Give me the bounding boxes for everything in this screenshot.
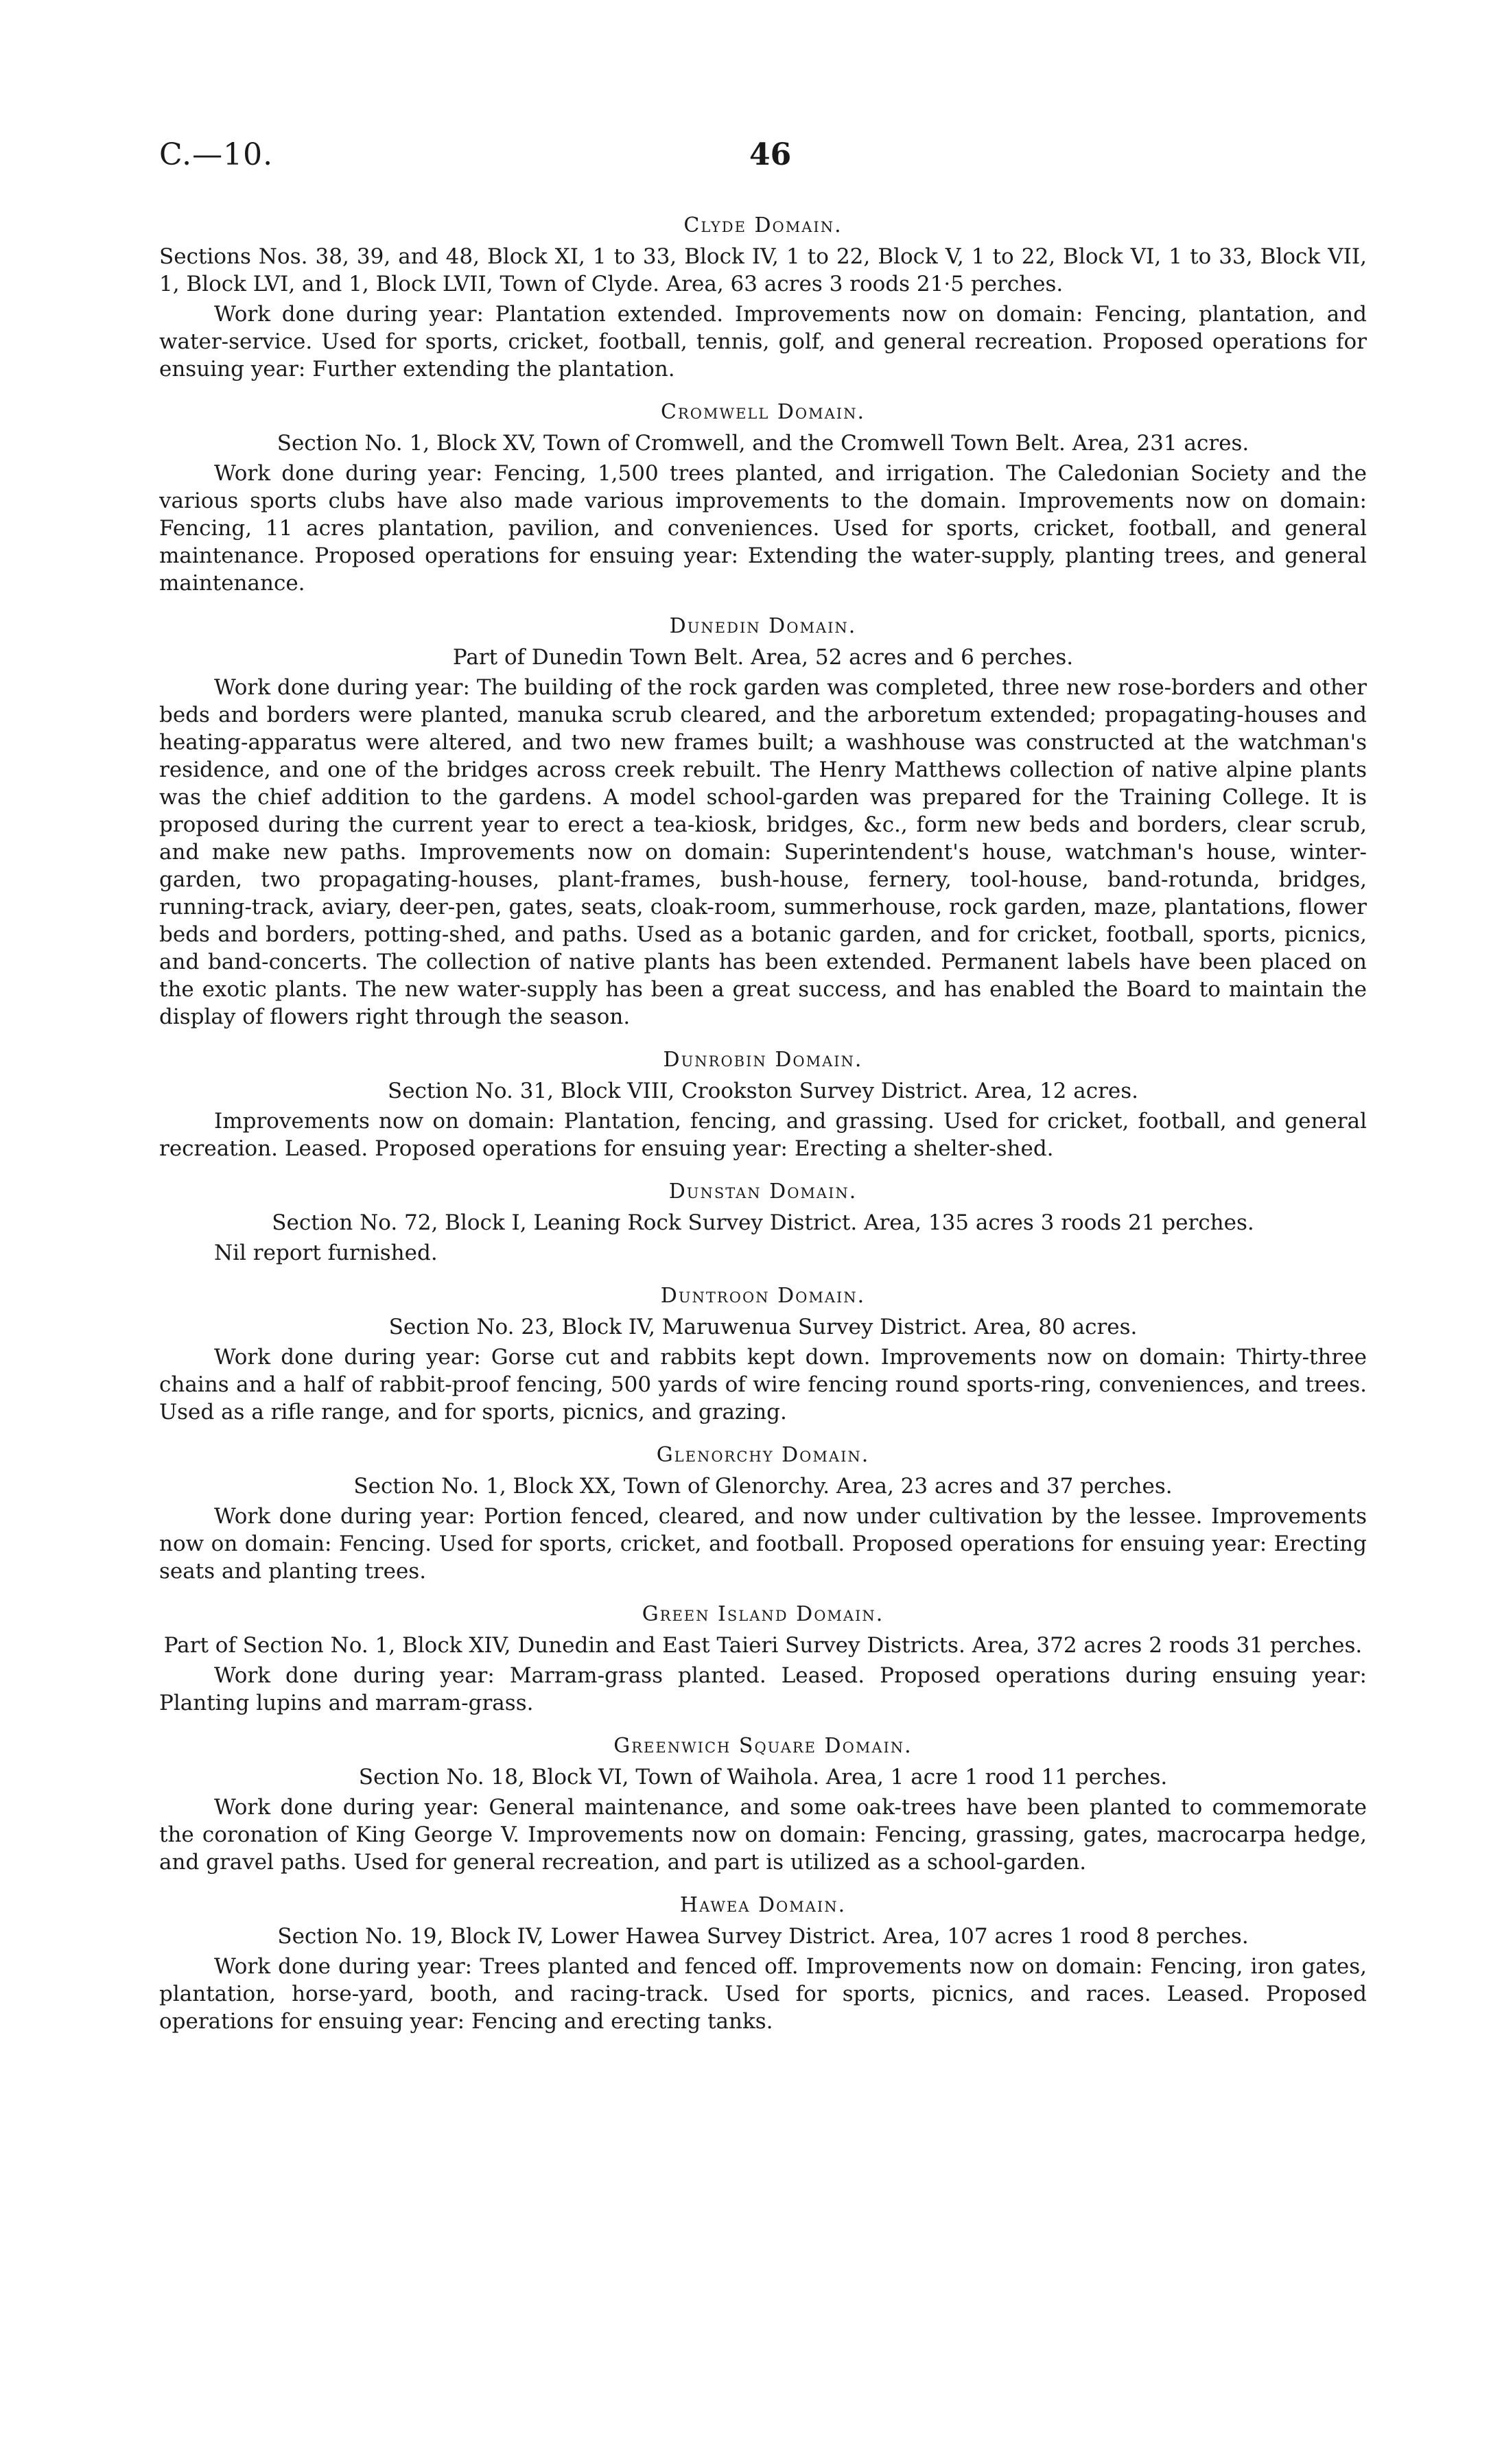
- section-title: Glenorchy Domain.: [656, 1443, 870, 1467]
- section-description: Section No. 1, Block XV, Town of Cromwell, and the Cromwell Town Belt. Area, 231 acres.: [277, 431, 1249, 456]
- section-glenorchy-domain: [159, 1442, 1367, 1585]
- section-body: Work done during year: General maintenance, and some oak-trees have been planted to commemorate the coronation of King George V. Improvements now on domain: Fencing, grassing, gates, macrocarpa hedge, and gravel paths. Used for general recreation, and part is utilized as a school-garden.: [159, 1795, 1367, 1875]
- section-description: Section No. 1, Block XX, Town of Glenorchy. Area, 23 acres and 37 perches.: [353, 1474, 1173, 1499]
- section-title: Cromwell Domain.: [661, 400, 865, 424]
- section-body: Nil report furnished.: [214, 1241, 438, 1265]
- section-body: Work done during year: Portion fenced, cleared, and now under cultivation by the lessee. Improvements now on domain: Fencing. Used for sports, cricket, and football. Proposed operations for ensuing year: Erecting seats and planting trees.: [159, 1504, 1367, 1584]
- section-title: Dunstan Domain.: [668, 1180, 858, 1204]
- section-description: Section No. 23, Block IV, Maruwenua Survey District. Area, 80 acres.: [388, 1315, 1138, 1339]
- section-title: Clyde Domain.: [683, 213, 843, 237]
- section-body: Work done during year: Plantation extended. Improvements now on domain: Fencing, plantation, and water-service. Used for sports, cricket, football, tennis, golf, and general recreation. Proposed operations for ensuing year: Further extending the plantation.: [159, 302, 1367, 382]
- section-dunedin-domain: [159, 613, 1367, 1031]
- section-cromwell-domain: [159, 399, 1367, 597]
- section-title: Duntroon Domain.: [660, 1284, 866, 1308]
- section-description: Part of Section No. 1, Block XIV, Dunedin and East Taieri Survey Districts. Area, 372 acres 2 roods 31 perches.: [163, 1633, 1363, 1658]
- section-dunstan-domain: [159, 1179, 1367, 1267]
- section-description: Part of Dunedin Town Belt. Area, 52 acres and 6 perches.: [452, 645, 1074, 670]
- document-reference: C.—10.: [159, 137, 274, 172]
- section-description: Section No. 18, Block VI, Town of Waihola. Area, 1 acre 1 rood 11 perches.: [358, 1765, 1168, 1790]
- section-title: Greenwich Square Domain.: [613, 1734, 913, 1758]
- section-clyde-domain: [159, 213, 1367, 383]
- section-body: Work done during year: The building of the rock garden was completed, three new rose-borders and other beds and borders were planted, manuka scrub cleared, and the arboretum extended; propagating-houses and heating-apparatus were altered, and two new frames built; a washhouse was constructed at the watchman's residence, and one of the bridges across creek rebuilt. The Henry Matthews collection of native alpine plants was the chief addition to the gardens. A model school-garden was prepared for the Training College. It is proposed during the current year to erect a tea-kiosk, bridges, &c., form new beds and borders, clear scrub, and make new paths. Improvements now on domain: Superintendent's house, watchman's house, winter-garden, two propagating-houses, plant-frames, bush-house, fernery, tool-house, band-rotunda, bridges, running-track, aviary, deer-pen, gates, seats, cloak-room, summerhouse, rock garden, maze, plantations, flower beds and borders, potting-shed, and paths. Used as a botanic garden, and for cricket, football, sports, picnics, and band-concerts. The collection of native plants has been extended. Permanent labels have been placed on the exotic plants. The new water-supply has been a great success, and has enabled the Board to maintain the display of flowers right through the season.: [159, 675, 1367, 1029]
- section-body: Work done during year: Gorse cut and rabbits kept down. Improvements now on domain: Thirty-three chains and a half of rabbit-proof fencing, 500 yards of wire fencing round sports-ring, conveniences, and trees. Used as a rifle range, and for sports, picnics, and grazing.: [159, 1345, 1367, 1424]
- section-description: Sections Nos. 38, 39, and 48, Block XI, 1 to 33, Block IV, 1 to 22, Block V, 1 to 22, Block VI, 1 to 33, Block VII, 1, Block LVI, and 1, Block LVII, Town of Clyde. Area, 63 acres 3 roods 21·5 perches.: [159, 244, 1367, 296]
- page-number: 46: [749, 137, 792, 172]
- section-description: Section No. 31, Block VIII, Crookston Survey District. Area, 12 acres.: [387, 1079, 1139, 1103]
- section-body: Improvements now on domain: Plantation, fencing, and grassing. Used for cricket, football, and general recreation. Leased. Proposed operations for ensuing year: Erecting a shelter-shed.: [159, 1109, 1367, 1161]
- section-title: Hawea Domain.: [679, 1893, 847, 1917]
- section-description: Section No. 72, Block I, Leaning Rock Survey District. Area, 135 acres 3 roods 21 perches.: [272, 1210, 1254, 1235]
- section-dunrobin-domain: [159, 1047, 1367, 1162]
- section-duntroon-domain: [159, 1283, 1367, 1426]
- section-description: Section No. 19, Block IV, Lower Hawea Survey District. Area, 107 acres 1 rood 8 perches.: [277, 1924, 1249, 1949]
- page-header: [159, 137, 1367, 213]
- section-title: Dunedin Domain.: [669, 614, 857, 638]
- section-green-island-domain: [159, 1601, 1367, 1717]
- section-body: Work done during year: Fencing, 1,500 trees planted, and irrigation. The Caledonian Society and the various sports clubs have also made various improvements to the domain. Improvements now on domain: Fencing, 11 acres plantation, pavilion, and conveniences. Used for sports, cricket, football, and general maintenance. Proposed operations for ensuing year: Extending the water-supply, planting trees, and general maintenance.: [159, 461, 1367, 596]
- section-body: Work done during year: Trees planted and fenced off. Improvements now on domain: Fencing, iron gates, plantation, horse-yard, booth, and racing-track. Used for sports, picnics, and races. Leased. Proposed operations for ensuing year: Fencing and erecting tanks.: [159, 1954, 1367, 2034]
- section-body: Work done during year: Marram-grass planted. Leased. Proposed operations during ensuing year: Planting lupins and marram-grass.: [159, 1663, 1367, 1715]
- section-title: Green Island Domain.: [642, 1602, 884, 1626]
- document-page: [159, 137, 1367, 2052]
- section-greenwich-square-domain: [159, 1733, 1367, 1876]
- section-hawea-domain: [159, 1892, 1367, 2035]
- section-title: Dunrobin Domain.: [663, 1048, 863, 1072]
